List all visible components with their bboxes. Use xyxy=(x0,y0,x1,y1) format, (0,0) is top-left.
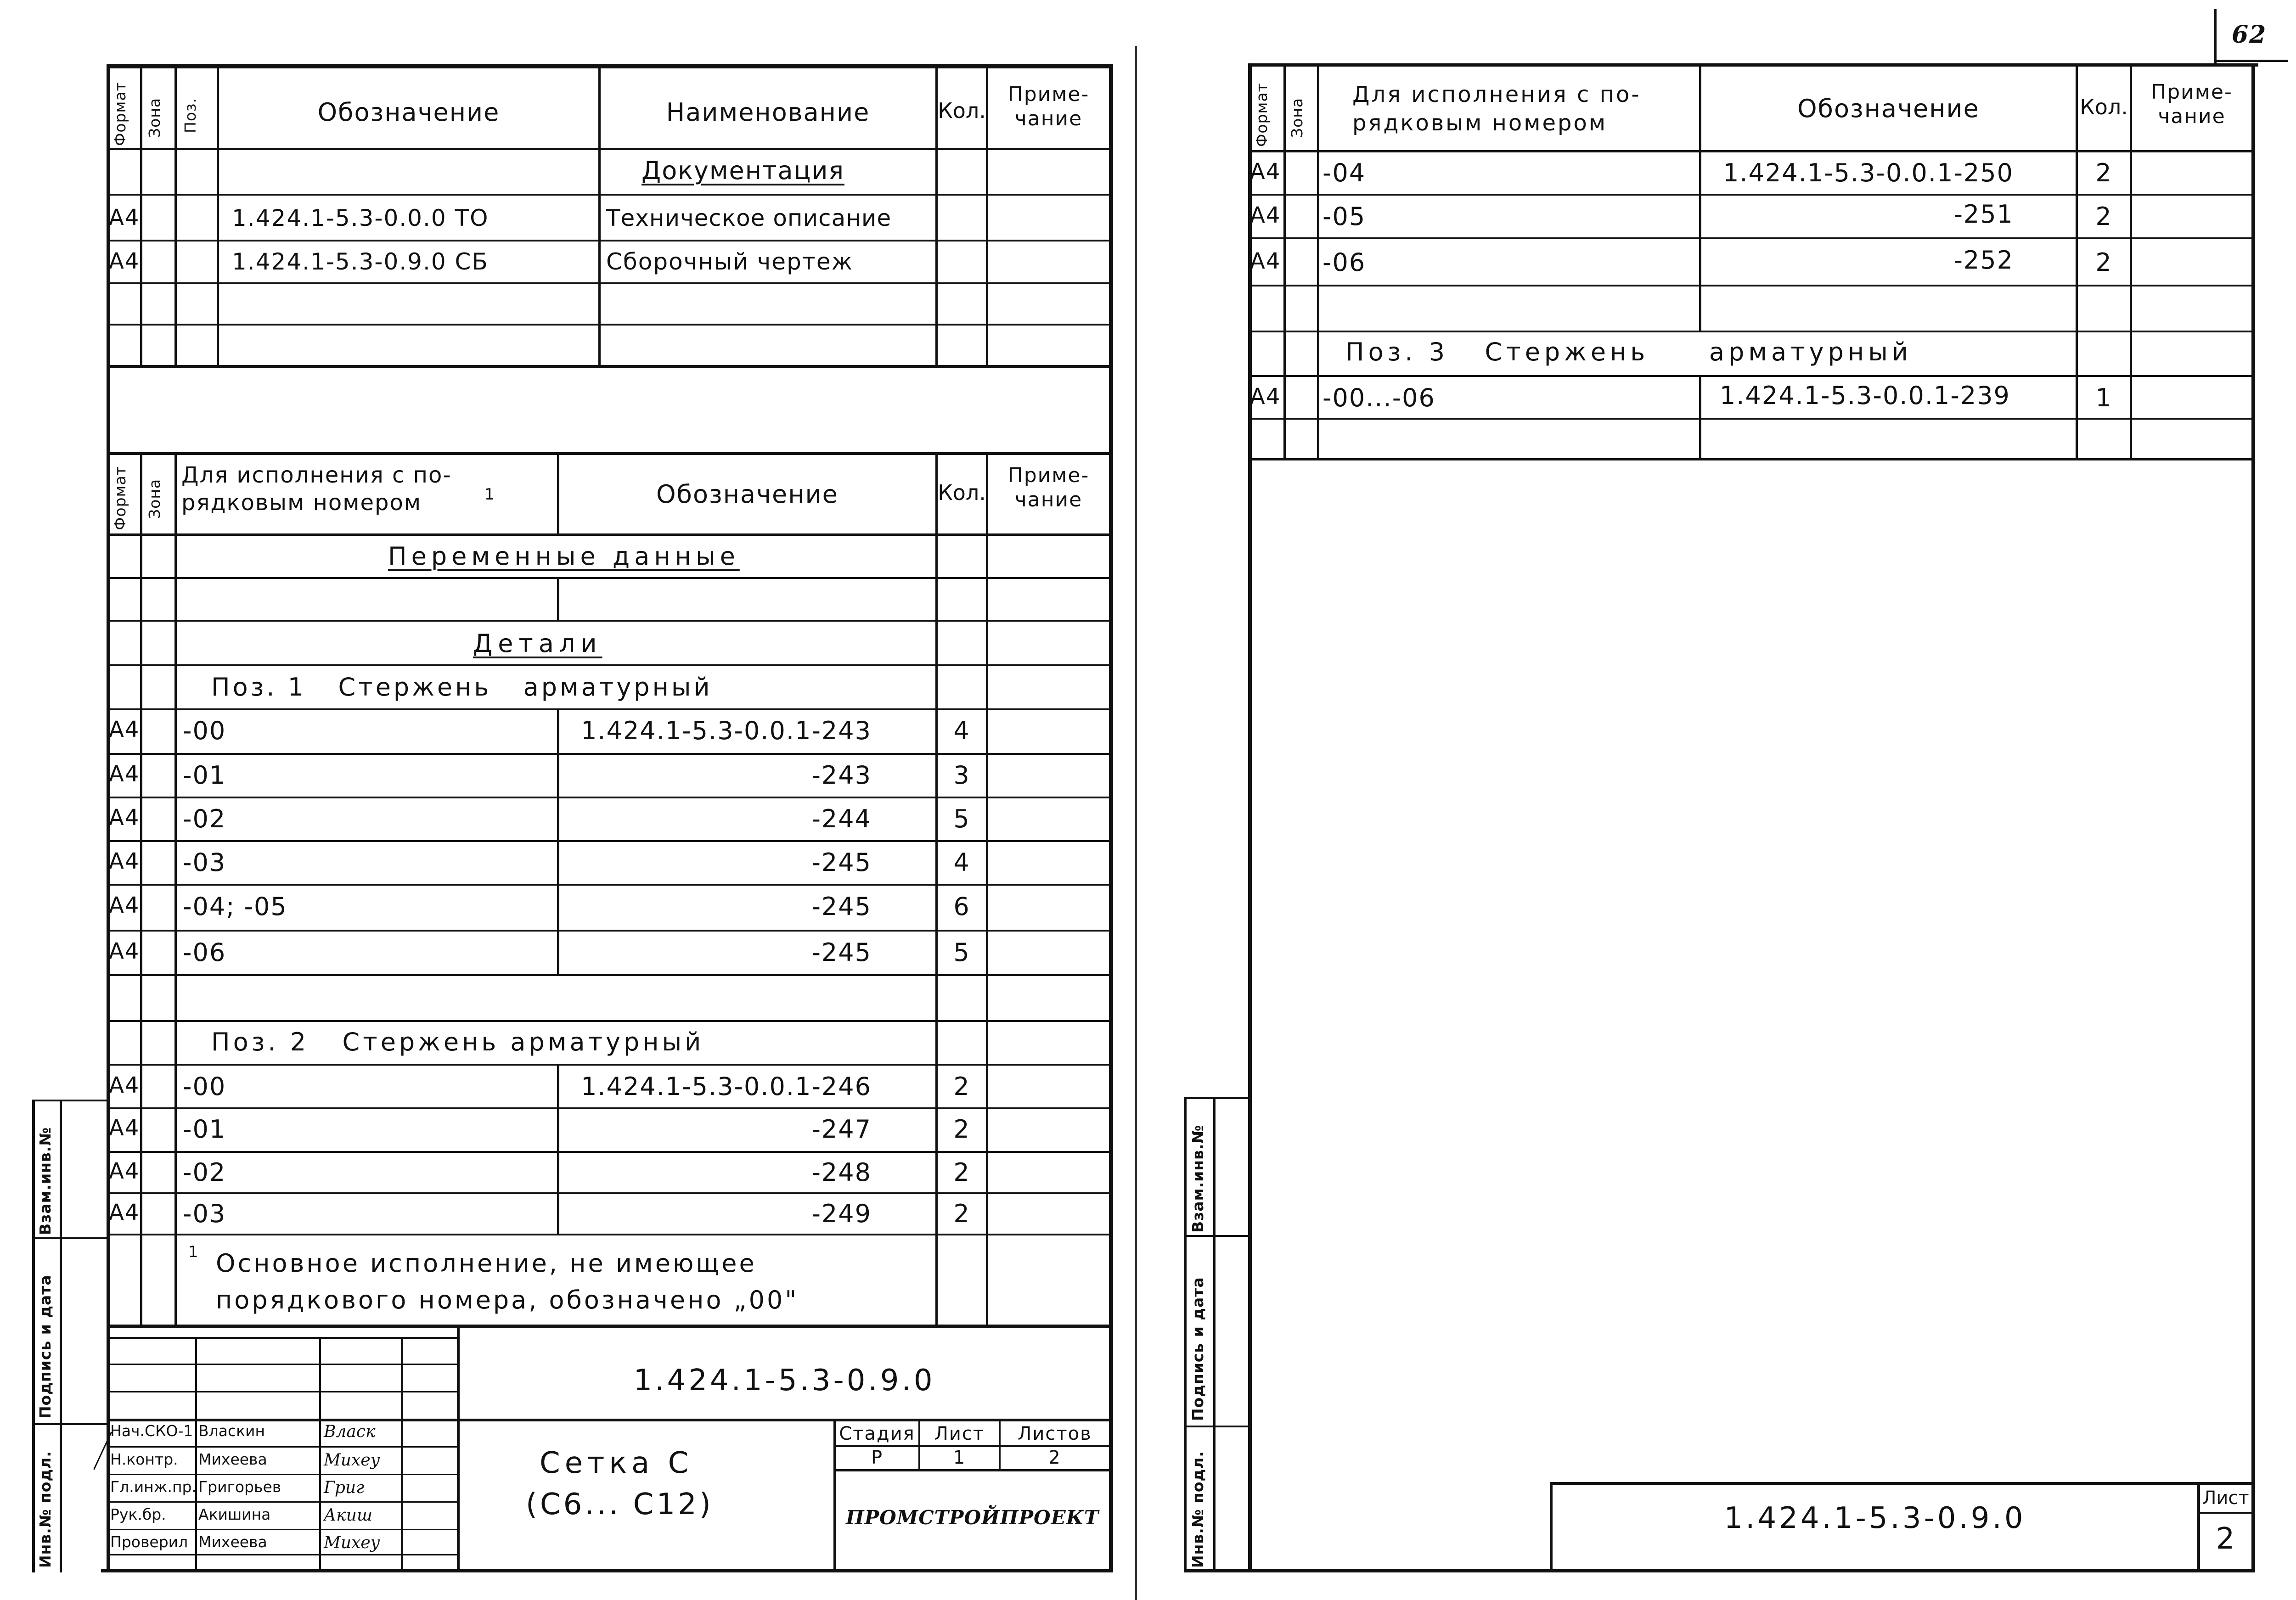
header-zone: Зона xyxy=(146,97,163,138)
pos2-row-4-variant: -03 xyxy=(183,1199,226,1228)
r-side-label-inv-podl: Инв.№ подл. xyxy=(1189,1451,1207,1568)
pos1-row-2-variant: -01 xyxy=(183,761,226,790)
titleblock-title-2: (С6... С12) xyxy=(526,1488,714,1521)
variant-header-note: Приме- чание xyxy=(1007,464,1090,511)
variant-header-label: Для исполнения с по- рядковым номером xyxy=(181,462,452,516)
r-header-variant: Для исполнения с по- рядковым номером xyxy=(1352,82,1641,136)
pos2-row-2-variant: -01 xyxy=(183,1115,226,1144)
titleblock-title-1: Сетка С xyxy=(540,1446,693,1480)
pos2-row-3-format: А4 xyxy=(109,1158,140,1184)
r-header-format: Формат xyxy=(1253,83,1271,147)
r-sheet-label: Лист xyxy=(2202,1488,2249,1509)
r-row-2-designation: -251 xyxy=(1953,200,2014,229)
org-name: ПРОМСТРОЙПРОЕКТ xyxy=(845,1506,1099,1529)
pos1-row-4-format: А4 xyxy=(109,848,140,874)
signer-3-name: Григорьев xyxy=(198,1478,281,1496)
pos1-row-3-qty: 5 xyxy=(953,804,970,833)
side-label-inv-podl: Инв.№ подл. xyxy=(36,1451,54,1568)
pos2-row-4-qty: 2 xyxy=(953,1199,970,1228)
pos1-row-2-designation: -243 xyxy=(811,761,872,790)
sheet-value: 1 xyxy=(953,1447,966,1468)
signer-5-name: Михеева xyxy=(198,1533,267,1551)
signer-2-name: Михеева xyxy=(198,1450,267,1468)
pos1-row-2-format: А4 xyxy=(109,761,140,787)
variant-header-footnote-mark: 1 xyxy=(484,485,495,504)
pos1-row-4-variant: -03 xyxy=(183,848,226,877)
r-header-note: Приме- чание xyxy=(2151,80,2233,128)
header-qty: Кол. xyxy=(938,98,986,123)
variant-header-zone: Зона xyxy=(146,478,163,519)
docs-section-title: Документация xyxy=(642,156,844,185)
r-row-3-qty: 2 xyxy=(2095,248,2112,277)
r-header-designation: Обозначение xyxy=(1797,94,1980,123)
r-row-2-format: А4 xyxy=(1250,202,1281,228)
pos2-row-4-designation: -249 xyxy=(811,1199,872,1228)
r-row-1-qty: 2 xyxy=(2095,158,2112,187)
r-row-3-variant: -06 xyxy=(1322,248,1366,277)
pos3-row-designation: 1.424.1-5.3-0.0.1-239 xyxy=(1720,381,2010,410)
stage-label: Стадия xyxy=(839,1423,915,1444)
r-row-3-designation: -252 xyxy=(1953,246,2014,275)
frame-bottom xyxy=(101,1569,1113,1572)
variable-data-title: Переменные данные xyxy=(388,542,740,571)
signer-3-signature: Григ xyxy=(324,1478,365,1497)
pos1-row-5-designation: -245 xyxy=(811,892,872,921)
footnote-line-2: порядкового номера, обозначено „00" xyxy=(216,1286,799,1314)
pos2-row-1-qty: 2 xyxy=(953,1072,970,1101)
pos1-row-5-qty: 6 xyxy=(953,892,970,921)
pos3-row-qty: 1 xyxy=(2095,383,2112,412)
doc-row-2-designation: 1.424.1-5.3-0.9.0 СБ xyxy=(232,248,489,275)
pos3-row-format: А4 xyxy=(1250,384,1281,410)
pos1-row-4-designation: -245 xyxy=(811,848,872,877)
pos1-row-5-variant: -04; -05 xyxy=(183,892,287,921)
r-side-label-vzam-inv: Взам.инв.№ xyxy=(1189,1124,1207,1233)
pos1-row-4-qty: 4 xyxy=(953,848,970,877)
page-number: 62 xyxy=(2232,21,2267,49)
doc-row-1-format: А4 xyxy=(109,205,140,230)
pos2-row-2-qty: 2 xyxy=(953,1115,970,1144)
frame-right xyxy=(1109,64,1113,1572)
footnote-mark: 1 xyxy=(188,1243,199,1261)
header-name: Наименование xyxy=(666,98,870,127)
pos1-row-3-format: А4 xyxy=(109,805,140,831)
header-format: Формат xyxy=(111,82,129,146)
titleblock-top xyxy=(107,1325,1110,1328)
pos2-title: Поз. 2 Стержень арматурный xyxy=(211,1027,704,1056)
pos2-row-3-designation: -248 xyxy=(811,1158,872,1187)
sheet-label: Лист xyxy=(934,1423,985,1444)
r-row-1-designation: 1.424.1-5.3-0.0.1-250 xyxy=(1723,158,2014,187)
pos1-row-6-variant: -06 xyxy=(183,938,226,967)
pos2-row-4-format: А4 xyxy=(109,1200,140,1225)
signer-4-name: Акишина xyxy=(198,1505,271,1523)
details-title: Детали xyxy=(473,629,602,658)
pos2-row-3-variant: -02 xyxy=(183,1158,226,1187)
header-designation: Обозначение xyxy=(317,98,500,127)
pos2-row-2-designation: -247 xyxy=(811,1115,872,1144)
variant-header-format: Формат xyxy=(111,466,129,530)
variant-header-designation: Обозначение xyxy=(656,480,838,509)
pos1-row-6-qty: 5 xyxy=(953,938,970,967)
pos2-row-2-format: А4 xyxy=(109,1115,140,1141)
pos2-row-1-format: А4 xyxy=(109,1072,140,1098)
r-header-qty: Кол. xyxy=(2080,95,2128,119)
doc-row-1-designation: 1.424.1-5.3-0.0.0 ТО xyxy=(232,205,489,231)
signer-1-role: Нач.СКО-1 xyxy=(110,1422,193,1440)
fold-line xyxy=(1135,46,1137,1600)
side-label-vzam-inv: Взам.инв.№ xyxy=(36,1127,54,1235)
pos1-row-6-format: А4 xyxy=(109,938,140,964)
pos1-row-3-designation: -244 xyxy=(811,804,872,833)
signer-5-signature: Михеу xyxy=(324,1533,380,1552)
pos3-title: Поз. 3 Стержень арматурный xyxy=(1345,337,1912,366)
r-row-2-qty: 2 xyxy=(2095,202,2112,231)
pos1-row-2-qty: 3 xyxy=(953,761,970,790)
doc-row-2-format: А4 xyxy=(109,248,140,274)
r-row-3-format: А4 xyxy=(1250,248,1281,274)
doc-row-2-name: Сборочный чертеж xyxy=(606,248,853,275)
header-note: Приме- чание xyxy=(1007,83,1090,130)
signer-2-role: Н.контр. xyxy=(110,1450,178,1468)
signer-2-signature: Михеу xyxy=(324,1451,380,1470)
r-titleblock-code: 1.424.1-5.3-0.9.0 xyxy=(1724,1501,2026,1535)
sheets-label: Листов xyxy=(1018,1423,1092,1444)
signer-3-role: Гл.инж.пр. xyxy=(110,1478,197,1496)
footnote-line-1: Основное исполнение, не имеющее xyxy=(216,1249,757,1278)
pos2-row-3-qty: 2 xyxy=(953,1158,970,1187)
pos1-row-1-format: А4 xyxy=(109,717,140,742)
signer-4-role: Рук.бр. xyxy=(110,1505,166,1523)
doc-row-1-name: Техническое описание xyxy=(606,205,892,231)
pos1-row-3-variant: -02 xyxy=(183,804,226,833)
titleblock-code: 1.424.1-5.3-0.9.0 xyxy=(633,1364,935,1398)
pos1-row-1-variant: -00 xyxy=(183,716,226,745)
pos1-title: Поз. 1 Стержень арматурный xyxy=(211,673,713,702)
r-header-zone: Зона xyxy=(1288,97,1306,138)
pos1-row-5-format: А4 xyxy=(109,893,140,918)
header-pos: Поз. xyxy=(181,97,199,133)
signer-1-name: Власкин xyxy=(198,1422,265,1440)
variant-header-qty: Кол. xyxy=(938,480,986,505)
r-row-2-variant: -05 xyxy=(1322,202,1366,231)
r-side-label-sign-date: Подпись и дата xyxy=(1189,1277,1207,1421)
pos1-row-6-designation: -245 xyxy=(811,938,872,967)
signer-5-role: Проверил xyxy=(110,1533,188,1551)
r-row-1-format: А4 xyxy=(1250,159,1281,185)
r-row-1-variant: -04 xyxy=(1322,158,1366,187)
side-label-sign-date: Подпись и дата xyxy=(36,1274,54,1419)
pos2-row-1-variant: -00 xyxy=(183,1072,226,1101)
r-sheet-value: 2 xyxy=(2216,1522,2236,1556)
frame-top xyxy=(107,64,1110,68)
signer-1-signature: Власк xyxy=(324,1422,376,1441)
sheets-value: 2 xyxy=(1048,1447,1061,1468)
stage-value: Р xyxy=(871,1447,884,1468)
signer-4-signature: Акиш xyxy=(324,1506,373,1525)
pos1-row-1-qty: 4 xyxy=(953,716,970,745)
pos1-row-1-designation: 1.424.1-5.3-0.0.1-243 xyxy=(581,716,872,745)
pos3-row-variant: -00...-06 xyxy=(1322,383,1435,412)
pos2-row-1-designation: 1.424.1-5.3-0.0.1-246 xyxy=(581,1072,872,1101)
